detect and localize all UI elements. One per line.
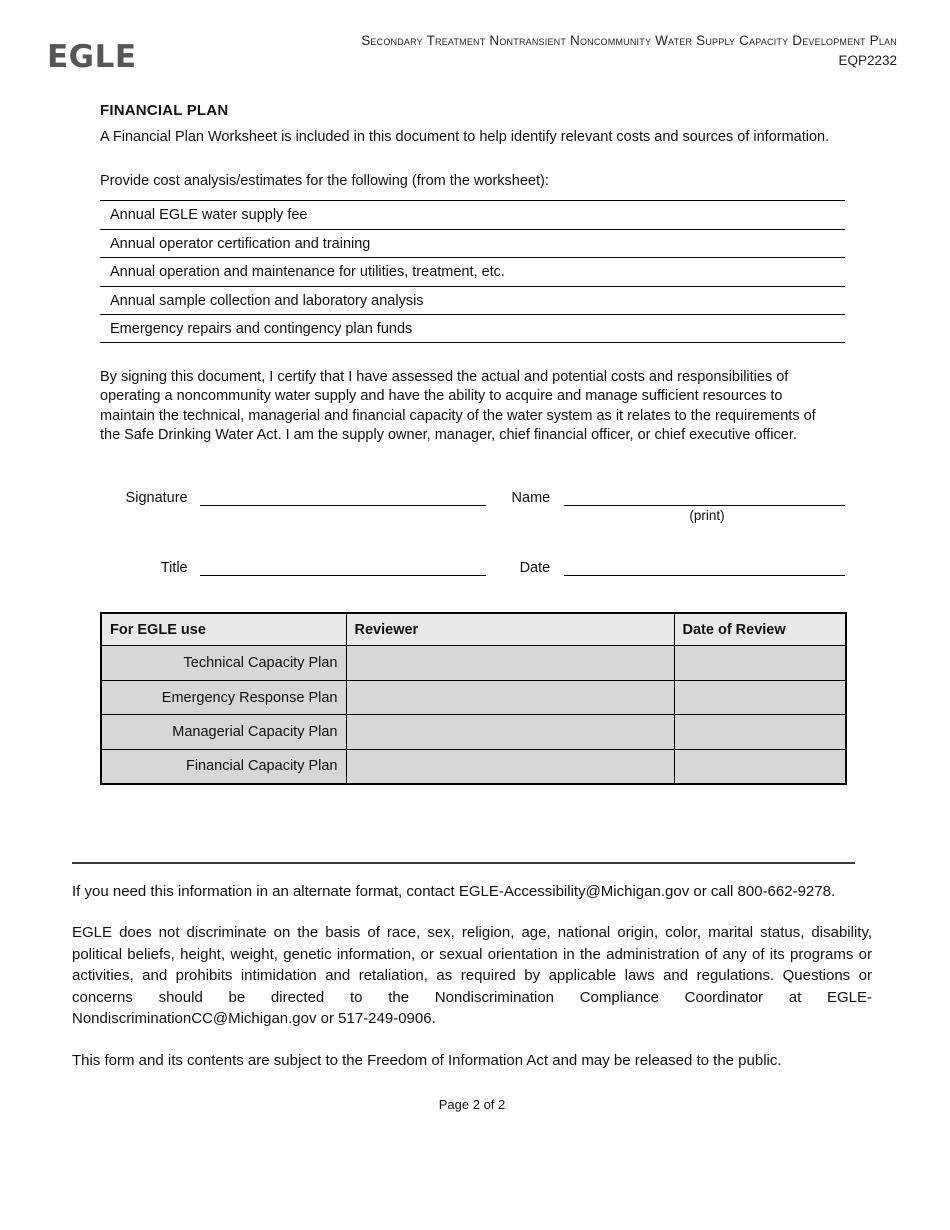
- signature-row: [100, 484, 845, 506]
- plan-label-cell: Emergency Response Plan: [101, 680, 346, 715]
- intro-paragraph: A Financial Plan Worksheet is included in this document to help identify relevant costs and sources of information.: [100, 129, 830, 145]
- financial-plan-heading: FINANCIAL PLAN: [100, 102, 229, 119]
- document-header: [0, 33, 950, 85]
- signature-field[interactable]: [200, 484, 487, 506]
- cost-item-row[interactable]: [100, 286, 845, 315]
- egle-review-table: [100, 612, 847, 785]
- cost-item-row[interactable]: [100, 257, 845, 286]
- table-row: [101, 680, 846, 715]
- cost-item-label: Annual operation and maintenance for utilities, treatment, etc.: [110, 264, 505, 281]
- legal-section: [72, 862, 872, 1133]
- cost-item-label: Annual operator certification and training: [110, 235, 371, 252]
- document-title: Secondary Treatment Nontransient Noncommunity Water Supply Capacity Development Plan: [361, 33, 897, 48]
- table-row: [101, 646, 846, 681]
- name-field[interactable]: [564, 484, 845, 506]
- date-of-review-cell[interactable]: [674, 715, 846, 750]
- cost-item-row[interactable]: [100, 314, 845, 343]
- plan-label-cell: Managerial Capacity Plan: [101, 715, 346, 750]
- date-label: Date: [519, 559, 551, 576]
- nondiscrimination-paragraph: EGLE does not discriminate on the basis of race, sex, religion, age, national origin, color, marital status, disability, political beliefs, height, weight, genetic information, or sexual orientation in the administration of any of its programs or activities, and prohibits intimidation and retaliation, as required by applicable laws and regulations. Questions or concerns should be directed to the Nondiscrimination Compliance Coordinator at EGLE-NondiscriminationCC@Michigan.gov or 517-249-0906.: [72, 924, 872, 1028]
- form-section: [100, 102, 845, 785]
- table-header-row: [101, 613, 846, 646]
- footer-divider-line: [72, 862, 855, 864]
- foia-paragraph: This form and its contents are subject to the Freedom of Information Act and may be released to the public.: [72, 1051, 782, 1069]
- title-field[interactable]: [200, 554, 487, 576]
- certification-paragraph: By signing this document, I certify that I have assessed the actual and potential costs and responsibilities of operating a noncommunity water supply and have the ability to acquire and manage sufficient resources to maintain the technical, managerial and financial capacity of the water system as it relates to the requirements of the Safe Drinking Water Act. I am the supply owner, manager, chief financial officer, or chief executive officer.: [100, 368, 816, 444]
- title-label: Title: [160, 559, 188, 576]
- title-date-row: [100, 554, 845, 576]
- date-field[interactable]: [564, 554, 845, 576]
- page-number: Page 2 of 2: [438, 1097, 506, 1113]
- date-of-review-cell[interactable]: [674, 749, 846, 784]
- cost-item-list: [100, 200, 845, 343]
- reviewer-cell[interactable]: [346, 680, 674, 715]
- egle-logo: EGLE: [47, 39, 137, 75]
- cost-item-row[interactable]: [100, 229, 845, 258]
- table-row: [101, 749, 846, 784]
- cost-item-label: Annual EGLE water supply fee: [110, 207, 308, 223]
- signature-label: Signature: [125, 489, 188, 506]
- header-date-of-review: Date of Review: [674, 613, 846, 646]
- date-of-review-cell[interactable]: [674, 646, 846, 681]
- reviewer-cell[interactable]: [346, 715, 674, 750]
- cost-item-label: Emergency repairs and contingency plan funds: [110, 321, 413, 338]
- cost-item-row[interactable]: [100, 200, 845, 229]
- date-of-review-cell[interactable]: [674, 680, 846, 715]
- cost-item-label: Annual sample collection and laboratory analysis: [110, 292, 424, 309]
- reviewer-cell[interactable]: [346, 646, 674, 681]
- plan-label-cell: Financial Capacity Plan: [101, 749, 346, 784]
- plan-label-cell: Technical Capacity Plan: [101, 646, 346, 681]
- accessibility-paragraph: If you need this information in an alternate format, contact EGLE-Accessibility@Michigan.gov or call 800-662-9278.: [72, 882, 836, 900]
- table-row: [101, 715, 846, 750]
- header-reviewer: Reviewer: [346, 613, 674, 646]
- form-number: EQP2232: [838, 53, 897, 68]
- name-label: Name: [511, 489, 551, 506]
- cost-prompt: Provide cost analysis/estimates for the following (from the worksheet):: [100, 172, 549, 189]
- print-caption: (print): [689, 507, 725, 523]
- reviewer-cell[interactable]: [346, 749, 674, 784]
- header-for-egle-use: For EGLE use: [101, 613, 346, 646]
- header-title-block: [361, 33, 897, 68]
